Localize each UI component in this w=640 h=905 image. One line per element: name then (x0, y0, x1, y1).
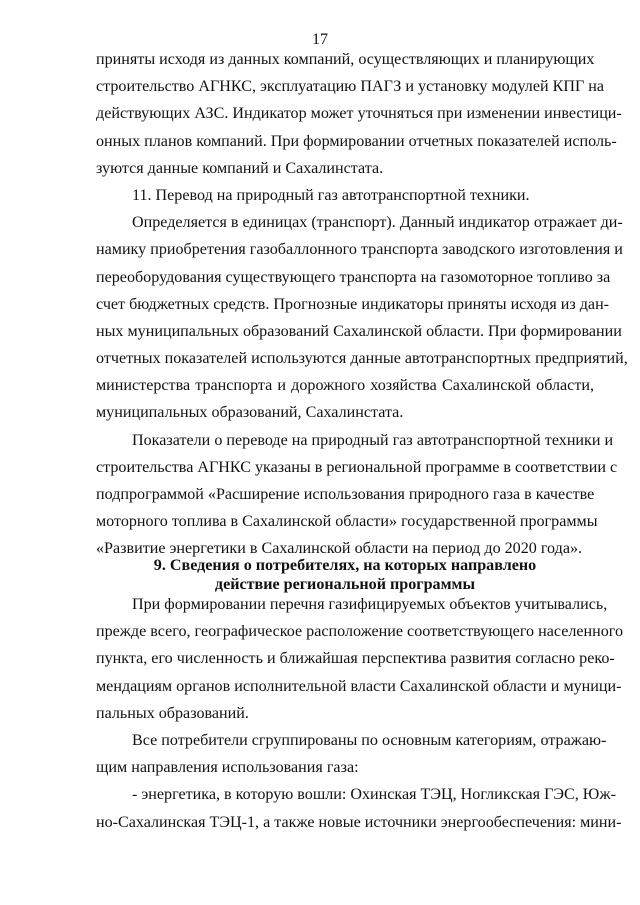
text-line: пальных образований. (96, 704, 249, 722)
text-line: но-Сахалинская ТЭЦ-1, а также новые источники энергообеспечения: мини- (96, 813, 622, 831)
text-line: действующих АЗС. Индикатор может уточняться при изменении инвестици- (96, 105, 622, 123)
text-line: строительства АГНКС указаны в региональной программе в соответствии с (96, 458, 618, 476)
text-line: моторного топлива в Сахалинской области» государственной программы (96, 513, 598, 531)
text-line: прежде всего, географическое расположение соответствующего населенного (96, 623, 624, 641)
text-line: счет бюджетных средств. Прогнозные индикаторы приняты исходя из дан- (96, 295, 610, 313)
text-line: строительство АГНКС, эксплуатацию ПАГЗ и установку модулей КПГ на (96, 78, 605, 96)
text-line: приняты исходя из данных компаний, осуществляющих и планирующих (96, 51, 595, 68)
text-line: онных планов компаний. При формировании отчетных показателей исполь- (96, 132, 617, 150)
text-line: министерства транспорта и дорожного хозяйства Сахалинской области, (96, 377, 594, 395)
page-number: 17 (312, 31, 328, 48)
text-line: муниципальных образований, Сахалинстата. (96, 404, 404, 422)
text-line: ных муниципальных образований Сахалинской области. При формировании (96, 322, 622, 340)
text-line: переоборудования существующего транспорта на газомоторное топливо за (96, 268, 611, 286)
text-line: Все потребители сгруппированы по основным категориям, отражаю- (132, 731, 607, 749)
heading-line: действие региональной программы (214, 576, 476, 593)
heading-line: 9. Сведения о потребителях, на которых направлено (153, 557, 537, 574)
text-line: Определяется в единицах (транспорт). Данный индикатор отражает ди- (132, 214, 623, 232)
body-text-block-2 (96, 591, 624, 836)
text-line: «Развитие энергетики в Сахалинской области на период до 2020 года». (96, 540, 583, 558)
section-item-title: 11. Перевод на природный газ автотранспортной техники. (132, 186, 530, 204)
body-text-block-1 (96, 46, 628, 563)
text-line: намику приобретения газобаллонного транспорта заводского изготовления и (96, 241, 623, 259)
text-line: зуются данные компаний и Сахалинстата. (96, 159, 384, 177)
section-heading (96, 556, 594, 594)
text-line: отчетных показателей используются данные автотранспортных предприятий, (96, 350, 628, 368)
text-line: При формировании перечня газифицируемых объектов учитывались, (132, 596, 608, 613)
text-line: щим направления использования газа: (96, 759, 359, 777)
text-line: - энергетика, в которую вошли: Охинская ТЭЦ, Ноглиĸская ГЭС, Юж- (132, 786, 617, 804)
text-line: подпрограммой «Расширение использования природного газа в качестве (96, 486, 595, 503)
text-line: Показатели о переводе на природный газ автотранспортной техники и (132, 431, 614, 449)
text-line: мендациям органов исполнительной власти Сахалинской области и муници- (96, 677, 622, 695)
text-line: пункта, его численность и ближайшая перспектива развития согласно реко- (96, 650, 615, 668)
